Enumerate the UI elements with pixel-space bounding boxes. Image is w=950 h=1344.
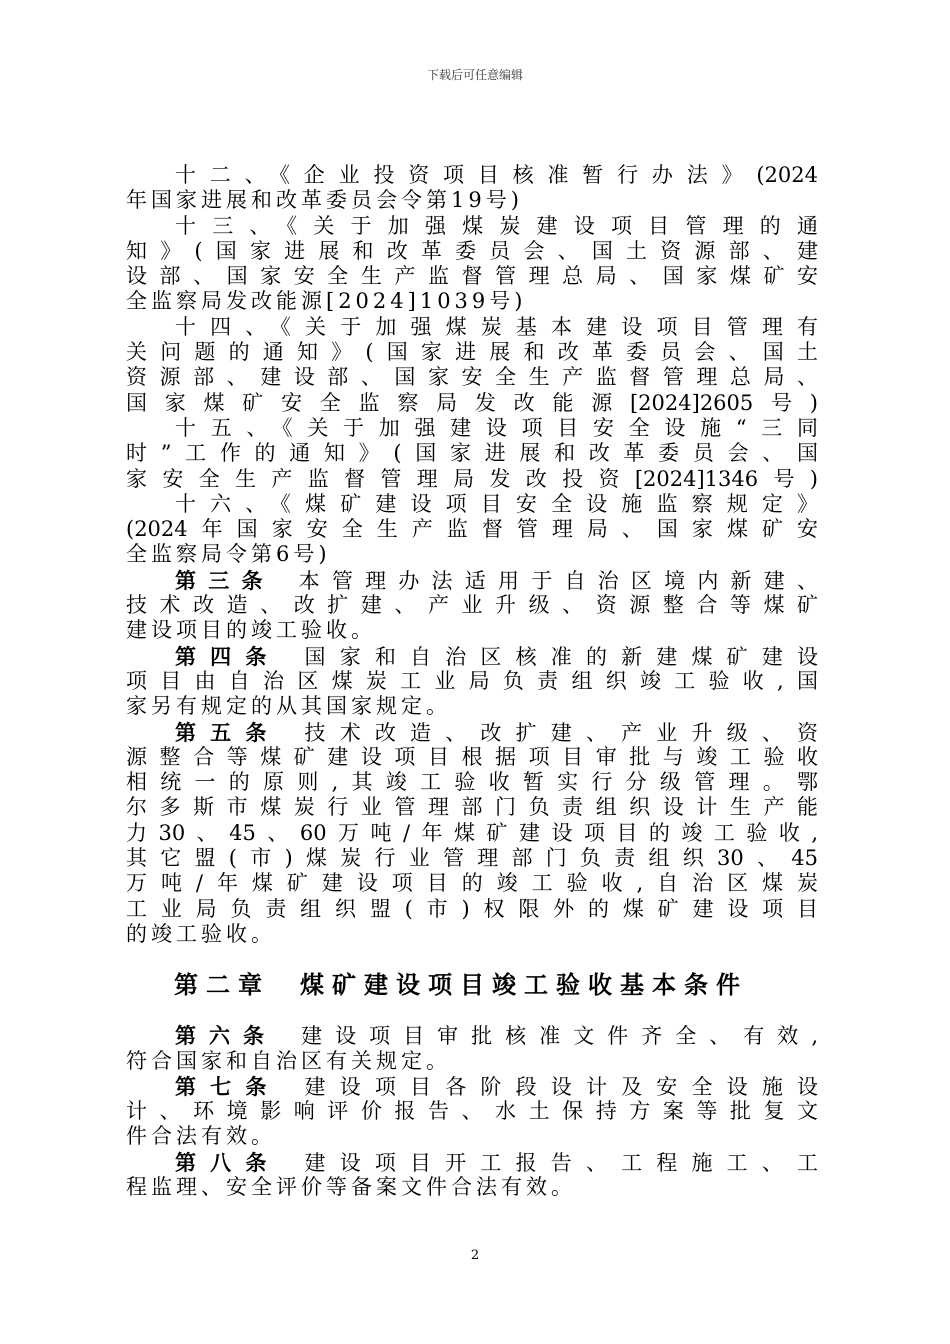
- text-line: 建设项目的竣工验收。: [126, 618, 376, 643]
- text-line: (2024年国家安全生产监督管理局、国家煤矿安: [126, 517, 818, 542]
- article-5: 第五条 技术改造、改扩建、产业升级、资: [175, 719, 818, 745]
- text-line: 年国家进展和改革委员会令第19号): [126, 188, 523, 213]
- text-line: 资源部、建设部、国家安全生产监督管理总局、: [126, 365, 818, 390]
- text-line: 十三、《关于加强煤炭建设项目管理的通: [175, 213, 818, 238]
- chapter-title: 煤矿建设项目竣工验收基本条件: [300, 970, 748, 1000]
- page-header: 下载后可任意编辑: [426, 68, 523, 82]
- document-body: [126, 163, 818, 1200]
- text-line: 全监察局发改能源[2024]1039号): [126, 289, 527, 314]
- text-line: 家另有规定的从其国家规定。: [126, 694, 451, 719]
- article-title: 第七条: [175, 1073, 281, 1099]
- text-line: 关问题的通知》(国家进展和改革委员会、国土: [126, 340, 818, 365]
- text-line: 计、环境影响评价报告、水土保持方案等批复文: [126, 1099, 818, 1124]
- chapter-number: 第二章: [174, 970, 270, 1000]
- article-8: 第八条 建设项目开工报告、工程施工、工: [175, 1149, 818, 1175]
- article-title: 第四条: [175, 643, 281, 669]
- text-line: 家安全生产监督管理局发改投资[2024]1346号): [126, 466, 818, 491]
- text-line: 其它盟(市)煤炭行业管理部门负责组织30、45: [126, 846, 818, 871]
- text-line: 符合国家和自治区有关规定。: [126, 1048, 451, 1073]
- text-line: 工业局负责组织盟(市)权限外的煤矿建设项目: [126, 896, 818, 921]
- text-line: 全监察局令第6号): [126, 542, 331, 567]
- text-line: 十四、《关于加强煤炭基本建设项目管理有: [175, 314, 818, 339]
- text-line: 知》(国家进展和改革委员会、国土资源部、建: [126, 238, 818, 263]
- page-number: 2: [470, 1248, 480, 1263]
- text-line: 程监理、安全评价等备案文件合法有效。: [126, 1174, 576, 1199]
- article-3: 第三条 本管理办法适用于自治区境内新建、: [175, 567, 818, 593]
- article-6: 第六条 建设项目审批核准文件齐全、有效,: [175, 1023, 818, 1049]
- article-title: 第八条: [175, 1149, 281, 1175]
- text-line: 件合法有效。: [126, 1124, 276, 1149]
- text-line: 万吨/年煤矿建设项目的竣工验收,自治区煤炭: [126, 871, 818, 896]
- article-7: 第七条 建设项目各阶段设计及安全设施设: [175, 1073, 818, 1099]
- chapter-heading: [126, 947, 818, 1023]
- text-line: 十二、《企业投资项目核准暂行办法》(2024: [175, 163, 818, 187]
- text-line: 技术改造、改扩建、产业升级、资源整合等煤矿: [126, 593, 818, 618]
- text-line: 十五、《关于加强建设项目安全设施“三同: [175, 415, 818, 440]
- text-line: 项目由自治区煤炭工业局负责组织竣工验收,国: [126, 668, 818, 693]
- text-line: 时”工作的通知》(国家进展和改革委员会、国: [126, 441, 818, 466]
- text-line: 的竣工验收。: [126, 921, 276, 946]
- article-4: 第四条 国家和自治区核准的新建煤矿建设: [175, 643, 818, 669]
- article-title: 第五条: [175, 719, 281, 745]
- article-title: 第三条: [175, 567, 275, 593]
- text-line: 源整合等煤矿建设项目根据项目审批与竣工验收: [126, 744, 818, 769]
- article-title: 第六条: [175, 1023, 278, 1049]
- text-line: 十六、《煤矿建设项目安全设施监察规定》: [175, 491, 818, 516]
- text-line: 设部、国家安全生产监督管理总局、国家煤矿安: [126, 264, 818, 289]
- text-line: 国家煤矿安全监察局发改能源[2024]2605号): [126, 390, 818, 415]
- text-line: 尔多斯市煤炭行业管理部门负责组织设计生产能: [126, 795, 818, 820]
- text-line: 相统一的原则,其竣工验收暂实行分级管理。鄂: [126, 770, 818, 795]
- text-line: 力30、45、60万吨/年煤矿建设项目的竣工验收,: [126, 820, 818, 845]
